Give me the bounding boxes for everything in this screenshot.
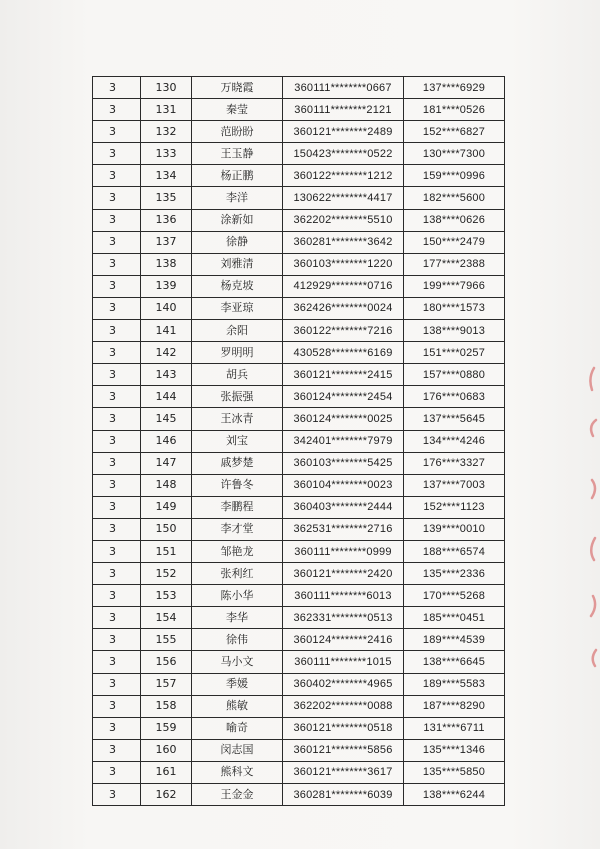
- phone-cell: 138****0626: [404, 209, 505, 231]
- sequence-cell: 136: [141, 209, 192, 231]
- name-cell: 闵志国: [192, 739, 283, 761]
- name-cell: 李华: [192, 607, 283, 629]
- table-row: [93, 408, 505, 430]
- batch-cell: 3: [93, 784, 141, 806]
- sequence-cell: 153: [141, 585, 192, 607]
- batch-cell: 3: [93, 695, 141, 717]
- sequence-cell: 148: [141, 474, 192, 496]
- table-row: [93, 143, 505, 165]
- id-number-cell: 360402********4965: [283, 673, 404, 695]
- name-cell: 刘宝: [192, 430, 283, 452]
- sequence-cell: 161: [141, 761, 192, 783]
- phone-cell: 137****6929: [404, 77, 505, 99]
- phone-cell: 152****1123: [404, 496, 505, 518]
- batch-cell: 3: [93, 651, 141, 673]
- table-row: [93, 209, 505, 231]
- name-cell: 秦莹: [192, 99, 283, 121]
- table-row: [93, 540, 505, 562]
- batch-cell: 3: [93, 364, 141, 386]
- table-row: [93, 474, 505, 496]
- batch-cell: 3: [93, 143, 141, 165]
- sequence-cell: 131: [141, 99, 192, 121]
- table-row: [93, 563, 505, 585]
- sequence-cell: 157: [141, 673, 192, 695]
- phone-cell: 135****2336: [404, 563, 505, 585]
- name-cell: 喻奇: [192, 717, 283, 739]
- name-cell: 余阳: [192, 320, 283, 342]
- sequence-cell: 151: [141, 540, 192, 562]
- name-cell: 刘雅清: [192, 253, 283, 275]
- name-cell: 张利红: [192, 563, 283, 585]
- phone-cell: 189****4539: [404, 629, 505, 651]
- name-cell: 徐伟: [192, 629, 283, 651]
- batch-cell: 3: [93, 563, 141, 585]
- phone-cell: 139****0010: [404, 518, 505, 540]
- name-cell: 涂新如: [192, 209, 283, 231]
- batch-cell: 3: [93, 673, 141, 695]
- id-number-cell: 360122********1212: [283, 165, 404, 187]
- phone-cell: 159****0996: [404, 165, 505, 187]
- table-row: [93, 342, 505, 364]
- batch-cell: 3: [93, 165, 141, 187]
- id-number-cell: 342401********7979: [283, 430, 404, 452]
- name-cell: 马小文: [192, 651, 283, 673]
- sequence-cell: 144: [141, 386, 192, 408]
- id-number-cell: 360111********2121: [283, 99, 404, 121]
- id-number-cell: 360121********2415: [283, 364, 404, 386]
- table-row: [93, 430, 505, 452]
- id-number-cell: 360122********7216: [283, 320, 404, 342]
- id-number-cell: 360103********1220: [283, 253, 404, 275]
- phone-cell: 180****1573: [404, 297, 505, 319]
- table-row: [93, 297, 505, 319]
- table-row: [93, 364, 505, 386]
- phone-cell: 188****6574: [404, 540, 505, 562]
- table-row: [93, 77, 505, 99]
- sequence-cell: 139: [141, 275, 192, 297]
- table-row: [93, 585, 505, 607]
- id-number-cell: 362531********2716: [283, 518, 404, 540]
- id-number-cell: 360121********2420: [283, 563, 404, 585]
- name-cell: 王金金: [192, 784, 283, 806]
- id-number-cell: 362202********5510: [283, 209, 404, 231]
- table-row: [93, 651, 505, 673]
- id-number-cell: 412929********0716: [283, 275, 404, 297]
- table-row: [93, 518, 505, 540]
- table-row: [93, 452, 505, 474]
- sequence-cell: 147: [141, 452, 192, 474]
- sequence-cell: 150: [141, 518, 192, 540]
- batch-cell: 3: [93, 496, 141, 518]
- table-row: [93, 673, 505, 695]
- batch-cell: 3: [93, 452, 141, 474]
- table-row: [93, 253, 505, 275]
- phone-cell: 150****2479: [404, 231, 505, 253]
- sequence-cell: 140: [141, 297, 192, 319]
- id-number-cell: 360281********6039: [283, 784, 404, 806]
- batch-cell: 3: [93, 342, 141, 364]
- table-row: [93, 320, 505, 342]
- name-cell: 许鲁冬: [192, 474, 283, 496]
- phone-cell: 138****9013: [404, 320, 505, 342]
- batch-cell: 3: [93, 585, 141, 607]
- name-cell: 季媛: [192, 673, 283, 695]
- table-row: [93, 165, 505, 187]
- batch-cell: 3: [93, 540, 141, 562]
- phone-cell: 157****0880: [404, 364, 505, 386]
- sequence-cell: 134: [141, 165, 192, 187]
- batch-cell: 3: [93, 408, 141, 430]
- batch-cell: 3: [93, 121, 141, 143]
- id-number-cell: 362426********0024: [283, 297, 404, 319]
- id-number-cell: 360111********6013: [283, 585, 404, 607]
- name-cell: 李洋: [192, 187, 283, 209]
- name-cell: 李亚琼: [192, 297, 283, 319]
- phone-cell: 134****4246: [404, 430, 505, 452]
- id-number-cell: 360121********5856: [283, 739, 404, 761]
- batch-cell: 3: [93, 629, 141, 651]
- sequence-cell: 138: [141, 253, 192, 275]
- table-row: [93, 386, 505, 408]
- phone-cell: 137****5645: [404, 408, 505, 430]
- sequence-cell: 145: [141, 408, 192, 430]
- name-cell: 王玉静: [192, 143, 283, 165]
- batch-cell: 3: [93, 231, 141, 253]
- name-cell: 杨正鹏: [192, 165, 283, 187]
- sequence-cell: 154: [141, 607, 192, 629]
- batch-cell: 3: [93, 77, 141, 99]
- name-cell: 范盼盼: [192, 121, 283, 143]
- id-number-cell: 362202********0088: [283, 695, 404, 717]
- sequence-cell: 162: [141, 784, 192, 806]
- batch-cell: 3: [93, 739, 141, 761]
- batch-cell: 3: [93, 518, 141, 540]
- sequence-cell: 158: [141, 695, 192, 717]
- phone-cell: 135****5850: [404, 761, 505, 783]
- sequence-cell: 135: [141, 187, 192, 209]
- sequence-cell: 130: [141, 77, 192, 99]
- phone-cell: 137****7003: [404, 474, 505, 496]
- table-row: [93, 231, 505, 253]
- table-row: [93, 99, 505, 121]
- name-cell: 陈小华: [192, 585, 283, 607]
- sequence-cell: 149: [141, 496, 192, 518]
- phone-cell: 187****8290: [404, 695, 505, 717]
- sequence-cell: 137: [141, 231, 192, 253]
- batch-cell: 3: [93, 386, 141, 408]
- table-row: [93, 121, 505, 143]
- sequence-cell: 152: [141, 563, 192, 585]
- id-number-cell: 360124********0025: [283, 408, 404, 430]
- batch-cell: 3: [93, 474, 141, 496]
- sequence-cell: 146: [141, 430, 192, 452]
- batch-cell: 3: [93, 761, 141, 783]
- batch-cell: 3: [93, 253, 141, 275]
- table-row: [93, 695, 505, 717]
- batch-cell: 3: [93, 297, 141, 319]
- phone-cell: 176****0683: [404, 386, 505, 408]
- phone-cell: 181****0526: [404, 99, 505, 121]
- name-cell: 王冰青: [192, 408, 283, 430]
- table-row: [93, 187, 505, 209]
- name-cell: 张振强: [192, 386, 283, 408]
- table-row: [93, 784, 505, 806]
- batch-cell: 3: [93, 275, 141, 297]
- name-cell: 熊敏: [192, 695, 283, 717]
- table-row: [93, 717, 505, 739]
- id-number-cell: 362331********0513: [283, 607, 404, 629]
- name-cell: 戚梦楚: [192, 452, 283, 474]
- batch-cell: 3: [93, 430, 141, 452]
- phone-cell: 176****3327: [404, 452, 505, 474]
- id-number-cell: 150423********0522: [283, 143, 404, 165]
- phone-cell: 138****6645: [404, 651, 505, 673]
- id-number-cell: 360111********1015: [283, 651, 404, 673]
- red-seal-edge: [582, 360, 600, 680]
- roster-table: [92, 76, 505, 806]
- batch-cell: 3: [93, 99, 141, 121]
- sequence-cell: 142: [141, 342, 192, 364]
- phone-cell: 130****7300: [404, 143, 505, 165]
- name-cell: 邹艳龙: [192, 540, 283, 562]
- batch-cell: 3: [93, 607, 141, 629]
- id-number-cell: 360121********2489: [283, 121, 404, 143]
- id-number-cell: 360281********3642: [283, 231, 404, 253]
- sequence-cell: 133: [141, 143, 192, 165]
- phone-cell: 131****6711: [404, 717, 505, 739]
- phone-cell: 185****0451: [404, 607, 505, 629]
- sequence-cell: 141: [141, 320, 192, 342]
- phone-cell: 177****2388: [404, 253, 505, 275]
- name-cell: 李鹏程: [192, 496, 283, 518]
- table-row: [93, 496, 505, 518]
- batch-cell: 3: [93, 209, 141, 231]
- id-number-cell: 360124********2416: [283, 629, 404, 651]
- batch-cell: 3: [93, 187, 141, 209]
- name-cell: 罗明明: [192, 342, 283, 364]
- name-cell: 徐静: [192, 231, 283, 253]
- sequence-cell: 155: [141, 629, 192, 651]
- id-number-cell: 360111********0667: [283, 77, 404, 99]
- sequence-cell: 132: [141, 121, 192, 143]
- name-cell: 熊科文: [192, 761, 283, 783]
- phone-cell: 138****6244: [404, 784, 505, 806]
- id-number-cell: 130622********4417: [283, 187, 404, 209]
- phone-cell: 151****0257: [404, 342, 505, 364]
- name-cell: 杨克坡: [192, 275, 283, 297]
- phone-cell: 135****1346: [404, 739, 505, 761]
- id-number-cell: 360104********0023: [283, 474, 404, 496]
- sequence-cell: 143: [141, 364, 192, 386]
- id-number-cell: 430528********6169: [283, 342, 404, 364]
- table-row: [93, 607, 505, 629]
- name-cell: 胡兵: [192, 364, 283, 386]
- id-number-cell: 360121********3617: [283, 761, 404, 783]
- table-row: [93, 739, 505, 761]
- batch-cell: 3: [93, 320, 141, 342]
- table-row: [93, 761, 505, 783]
- batch-cell: 3: [93, 717, 141, 739]
- name-cell: 万晓霞: [192, 77, 283, 99]
- table-row: [93, 275, 505, 297]
- id-number-cell: 360103********5425: [283, 452, 404, 474]
- id-number-cell: 360124********2454: [283, 386, 404, 408]
- sequence-cell: 156: [141, 651, 192, 673]
- phone-cell: 170****5268: [404, 585, 505, 607]
- id-number-cell: 360111********0999: [283, 540, 404, 562]
- name-cell: 李才堂: [192, 518, 283, 540]
- phone-cell: 152****6827: [404, 121, 505, 143]
- phone-cell: 189****5583: [404, 673, 505, 695]
- sequence-cell: 160: [141, 739, 192, 761]
- id-number-cell: 360121********0518: [283, 717, 404, 739]
- roster-table-body: [93, 77, 505, 806]
- phone-cell: 199****7966: [404, 275, 505, 297]
- table-row: [93, 629, 505, 651]
- sequence-cell: 159: [141, 717, 192, 739]
- phone-cell: 182****5600: [404, 187, 505, 209]
- id-number-cell: 360403********2444: [283, 496, 404, 518]
